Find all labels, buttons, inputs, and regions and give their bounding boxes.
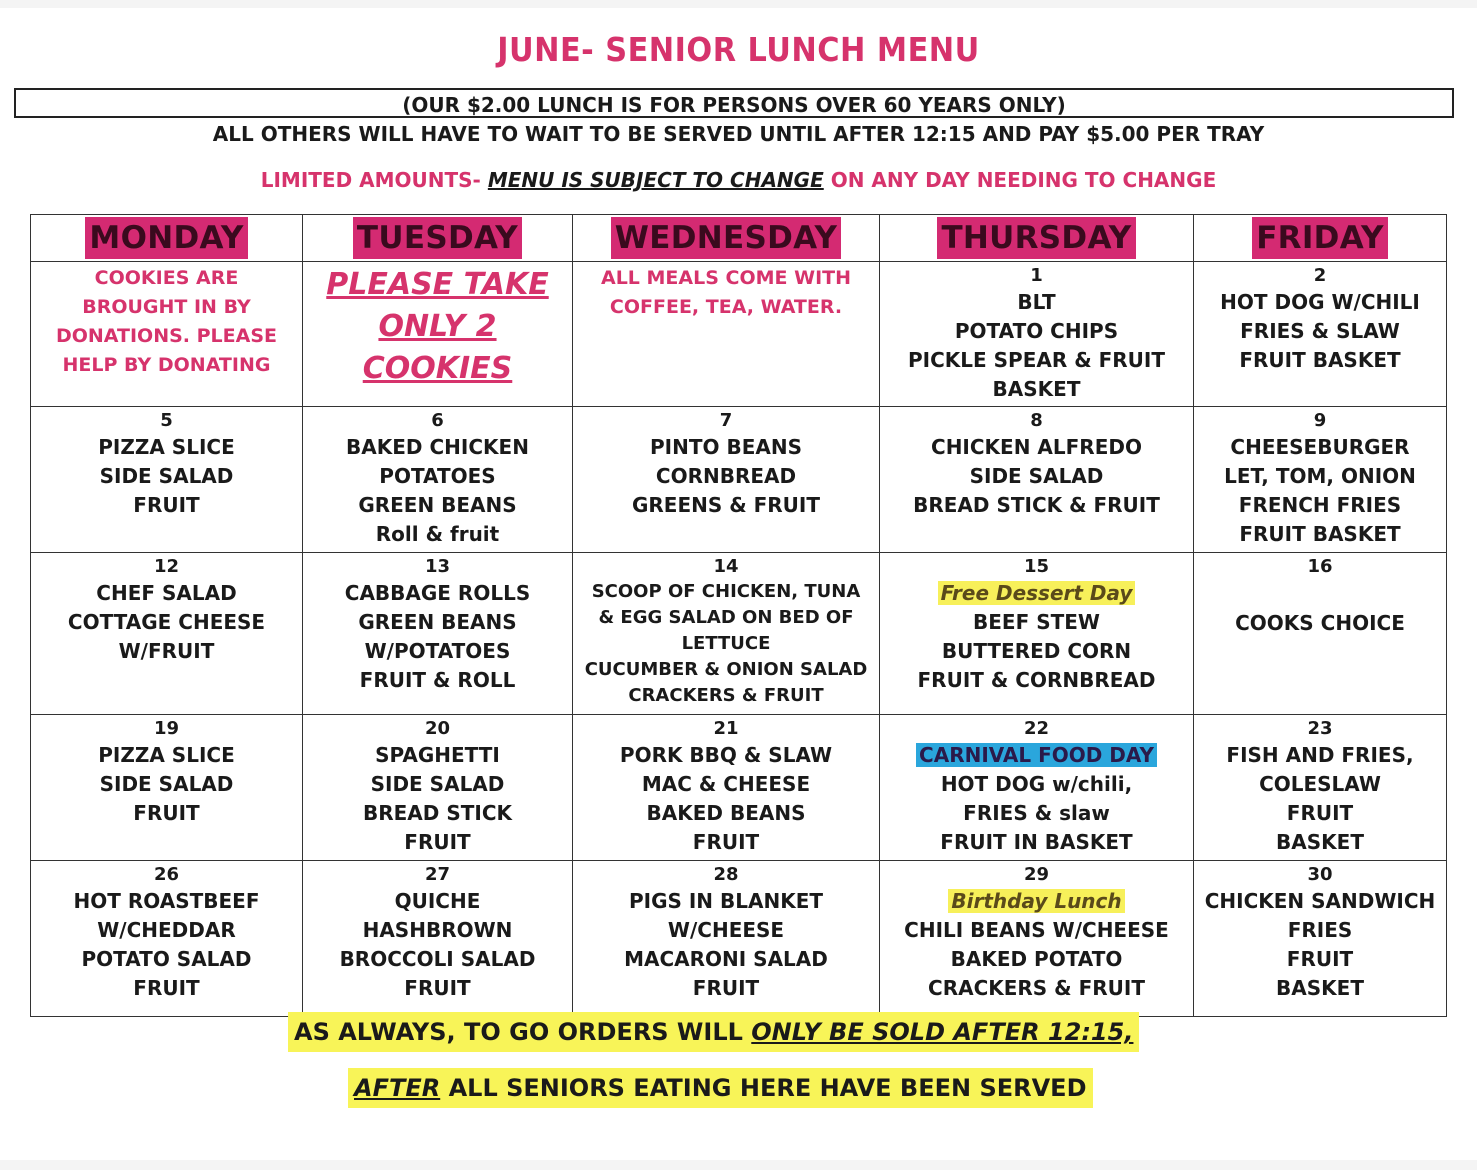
carnival-food-day-highlight: CARNIVAL FOOD DAY: [916, 743, 1157, 767]
menu-table: [30, 214, 1447, 1017]
menu-line: BASKET: [1276, 830, 1364, 854]
note-line: COOKIES ARE: [94, 267, 239, 289]
menu-line: BREAD STICK & FRUIT: [913, 493, 1160, 517]
menu-line: FRUIT: [692, 976, 760, 1000]
menu-day-cell: [573, 861, 880, 1017]
menu-day-cell: [31, 407, 303, 553]
free-dessert-day-highlight: Free Dessert Day: [938, 581, 1136, 605]
menu-line: CUCUMBER & ONION SALAD: [584, 659, 868, 680]
to-go-notice-text: AS ALWAYS, TO GO ORDERS WILL: [294, 1018, 752, 1046]
menu-line: CABBAGE ROLLS: [344, 581, 531, 605]
menu-day-cell: [880, 553, 1194, 715]
menu-line: Roll & fruit: [375, 522, 500, 546]
menu-line: SIDE SALAD: [99, 464, 234, 488]
menu-line: FRIES & SLAW: [1240, 319, 1400, 343]
day-name: TUESDAY: [353, 217, 522, 259]
menu-line: FRUIT & ROLL: [359, 668, 516, 692]
menu-day-cell: [573, 407, 880, 553]
menu-line: HOT ROASTBEEF: [73, 889, 260, 913]
day-number: 1: [1030, 265, 1043, 286]
limited-notice: [0, 168, 1477, 192]
menu-line: QUICHE: [394, 889, 481, 913]
menu-day-cell: [1194, 715, 1447, 861]
menu-day-cell: [880, 861, 1194, 1017]
menu-line: MAC & CHEESE: [641, 772, 811, 796]
menu-line: PINTO BEANS: [650, 435, 802, 459]
menu-line: BAKED CHICKEN: [346, 435, 529, 459]
menu-line: W/FRUIT: [118, 639, 215, 663]
day-number: 20: [424, 718, 451, 739]
menu-line: MACARONI SALAD: [624, 947, 828, 971]
limited-underlined: MENU IS SUBJECT TO CHANGE: [487, 168, 824, 192]
menu-line: POTATO SALAD: [81, 947, 252, 971]
menu-line: GREEN BEANS: [358, 610, 517, 634]
day-number: 13: [424, 556, 451, 577]
limited-after: ON ANY DAY NEEDING TO CHANGE: [823, 168, 1217, 192]
day-number: 15: [1023, 556, 1050, 577]
birthday-lunch-highlight: Birthday Lunch: [948, 889, 1124, 913]
menu-line: HOT DOG w/chili,: [940, 772, 1133, 796]
cookie-donation-note: [31, 262, 303, 407]
menu-line: SCOOP OF CHICKEN, TUNA: [591, 581, 861, 602]
menu-line: POTATOES: [379, 464, 496, 488]
day-header-monday: [31, 215, 303, 262]
menu-day-cell: [573, 553, 880, 715]
day-number: 26: [153, 864, 180, 885]
menu-day-cell: [573, 715, 880, 861]
day-number: 14: [713, 556, 739, 577]
day-number: 29: [1023, 864, 1050, 885]
day-name: WEDNESDAY: [611, 217, 841, 259]
menu-day-cell: [31, 861, 303, 1017]
menu-line: FRUIT BASKET: [1239, 522, 1401, 546]
menu-line: FRUIT: [404, 976, 471, 1000]
week-row-3: [31, 553, 1447, 715]
price-notice-box: (OUR $2.00 LUNCH IS FOR PERSONS OVER 60 YEARS ONLY): [14, 88, 1454, 118]
day-number: 30: [1307, 864, 1333, 885]
menu-line: LET, TOM, ONION: [1224, 464, 1416, 488]
menu-line: FRUIT: [1286, 947, 1354, 971]
menu-line: LETTUCE: [681, 633, 771, 654]
menu-line: FRUIT: [404, 830, 471, 854]
menu-line: BAKED BEANS: [646, 801, 806, 825]
menu-page: [0, 8, 1477, 1160]
note-line: COOKIES: [362, 351, 513, 386]
menu-line: BASKET: [992, 377, 1081, 401]
week-row-5: [31, 861, 1447, 1017]
day-number: 9: [1313, 410, 1327, 431]
menu-line: POTATO CHIPS: [954, 319, 1119, 343]
note-line: BROUGHT IN BY: [82, 296, 251, 318]
others-notice: ALL OTHERS WILL HAVE TO WAIT TO BE SERVED UNTIL AFTER 12:15 AND PAY $5.00 PER TRAY: [212, 122, 1265, 146]
menu-day-cell: [880, 407, 1194, 553]
day-number: 19: [153, 718, 180, 739]
menu-day-cell: [303, 407, 573, 553]
menu-day-cell: [31, 553, 303, 715]
seniors-served-notice: [348, 1068, 1093, 1108]
menu-line: CHEESEBURGER: [1230, 435, 1410, 459]
to-go-notice: [288, 1012, 1139, 1052]
menu-line: FRUIT: [133, 493, 200, 517]
menu-line: PIZZA SLICE: [98, 743, 235, 767]
day-number: 23: [1307, 718, 1333, 739]
day-name: FRIDAY: [1252, 217, 1388, 259]
day-number: 16: [1307, 556, 1333, 577]
limited-before: LIMITED AMOUNTS-: [260, 168, 488, 192]
day-header-friday: [1194, 215, 1447, 262]
note-line: ONLY 2: [378, 309, 497, 344]
menu-day-cell: [1194, 262, 1447, 407]
to-go-notice-underlined: ONLY BE SOLD AFTER 12:15,: [751, 1018, 1134, 1046]
day-number: 27: [424, 864, 451, 885]
page-title: JUNE- SENIOR LUNCH MENU: [497, 30, 980, 69]
note-line: HELP BY DONATING: [62, 354, 271, 376]
menu-line: BLT: [1017, 290, 1056, 314]
menu-line: FRIES: [1287, 918, 1353, 942]
menu-line: FRUIT IN BASKET: [940, 830, 1133, 854]
day-name: THURSDAY: [937, 217, 1135, 259]
menu-line: BEEF STEW: [973, 610, 1100, 634]
menu-line: GREENS & FRUIT: [631, 493, 821, 517]
menu-day-cell: [303, 553, 573, 715]
menu-line: BUTTERED CORN: [941, 639, 1132, 663]
menu-line: SIDE SALAD: [969, 464, 1104, 488]
seniors-served-text: ALL SENIORS EATING HERE HAVE BEEN SERVED: [440, 1074, 1087, 1102]
menu-line: & EGG SALAD ON BED OF: [598, 607, 854, 628]
note-line: DONATIONS. PLEASE: [55, 325, 278, 347]
menu-line: FRIES & slaw: [963, 801, 1110, 825]
day-header-thursday: [880, 215, 1194, 262]
day-number: 8: [1030, 410, 1043, 431]
menu-line: SIDE SALAD: [99, 772, 234, 796]
menu-line: FRENCH FRIES: [1238, 493, 1402, 517]
menu-line: CORNBREAD: [655, 464, 797, 488]
menu-line: PIZZA SLICE: [98, 435, 235, 459]
menu-line: PICKLE SPEAR & FRUIT: [907, 348, 1165, 372]
menu-day-cell: [880, 715, 1194, 861]
day-number: 21: [713, 718, 739, 739]
menu-line: COTTAGE CHEESE: [67, 610, 266, 634]
menu-line: BAKED POTATO: [950, 947, 1123, 971]
menu-line: BREAD STICK: [362, 801, 512, 825]
menu-line: W/CHEDDAR: [97, 918, 236, 942]
menu-line: HASHBROWN: [362, 918, 513, 942]
menu-line: FRUIT: [133, 976, 200, 1000]
menu-day-cell: [880, 262, 1194, 407]
day-number: 28: [713, 864, 739, 885]
menu-line: BROCCOLI SALAD: [339, 947, 536, 971]
menu-day-cell: [31, 715, 303, 861]
menu-line: W/POTATOES: [364, 639, 511, 663]
day-name: MONDAY: [85, 217, 247, 259]
menu-line: GREEN BEANS: [358, 493, 517, 517]
menu-line: FISH AND FRIES,: [1226, 743, 1414, 767]
menu-line: CHICKEN SANDWICH: [1204, 889, 1436, 913]
day-number: 2: [1313, 265, 1327, 286]
menu-line: CHICKEN ALFREDO: [931, 435, 1142, 459]
menu-day-cell: [303, 861, 573, 1017]
menu-line: PIGS IN BLANKET: [628, 889, 824, 913]
menu-line: FRUIT: [133, 801, 200, 825]
menu-day-cell: [1194, 553, 1447, 715]
menu-line: CHEF SALAD: [96, 581, 237, 605]
day-number: 7: [719, 410, 733, 431]
menu-line: CRACKERS & FRUIT: [928, 976, 1145, 1000]
menu-line: CRACKERS & FRUIT: [628, 685, 824, 706]
menu-line: CHILI BEANS W/CHEESE: [904, 918, 1169, 942]
day-number: 22: [1023, 718, 1050, 739]
day-header-tuesday: [303, 215, 573, 262]
note-line: COFFEE, TEA, WATER.: [609, 296, 843, 318]
menu-line: FRUIT: [1286, 801, 1354, 825]
day-number: 5: [160, 410, 173, 431]
menu-line: SPAGHETTI: [375, 743, 500, 767]
menu-line: HOT DOG W/CHILI: [1220, 290, 1420, 314]
menu-line: SIDE SALAD: [370, 772, 505, 796]
day-header-wednesday: [573, 215, 880, 262]
cookie-limit-note: [303, 262, 573, 407]
day-number: 12: [153, 556, 180, 577]
day-number: 6: [431, 410, 444, 431]
note-line: ALL MEALS COME WITH: [600, 267, 851, 289]
note-line: PLEASE TAKE: [326, 267, 549, 302]
week-row-1: [31, 262, 1447, 407]
menu-line: BASKET: [1276, 976, 1364, 1000]
menu-line: FRUIT: [692, 830, 760, 854]
day-header-row: [31, 215, 1447, 262]
week-row-2: [31, 407, 1447, 553]
menu-line: FRUIT BASKET: [1239, 348, 1401, 372]
beverage-note: [573, 262, 880, 407]
menu-day-cell: [1194, 407, 1447, 553]
menu-line: W/CHEESE: [667, 918, 785, 942]
menu-line: PORK BBQ & SLAW: [619, 743, 833, 767]
menu-day-cell: [303, 715, 573, 861]
seniors-served-underlined: AFTER: [354, 1074, 441, 1102]
menu-line: COOKS CHOICE: [1235, 611, 1405, 635]
menu-line: COLESLAW: [1259, 772, 1381, 796]
week-row-4: [31, 715, 1447, 861]
menu-day-cell: [1194, 861, 1447, 1017]
menu-line: FRUIT & CORNBREAD: [917, 668, 1156, 692]
